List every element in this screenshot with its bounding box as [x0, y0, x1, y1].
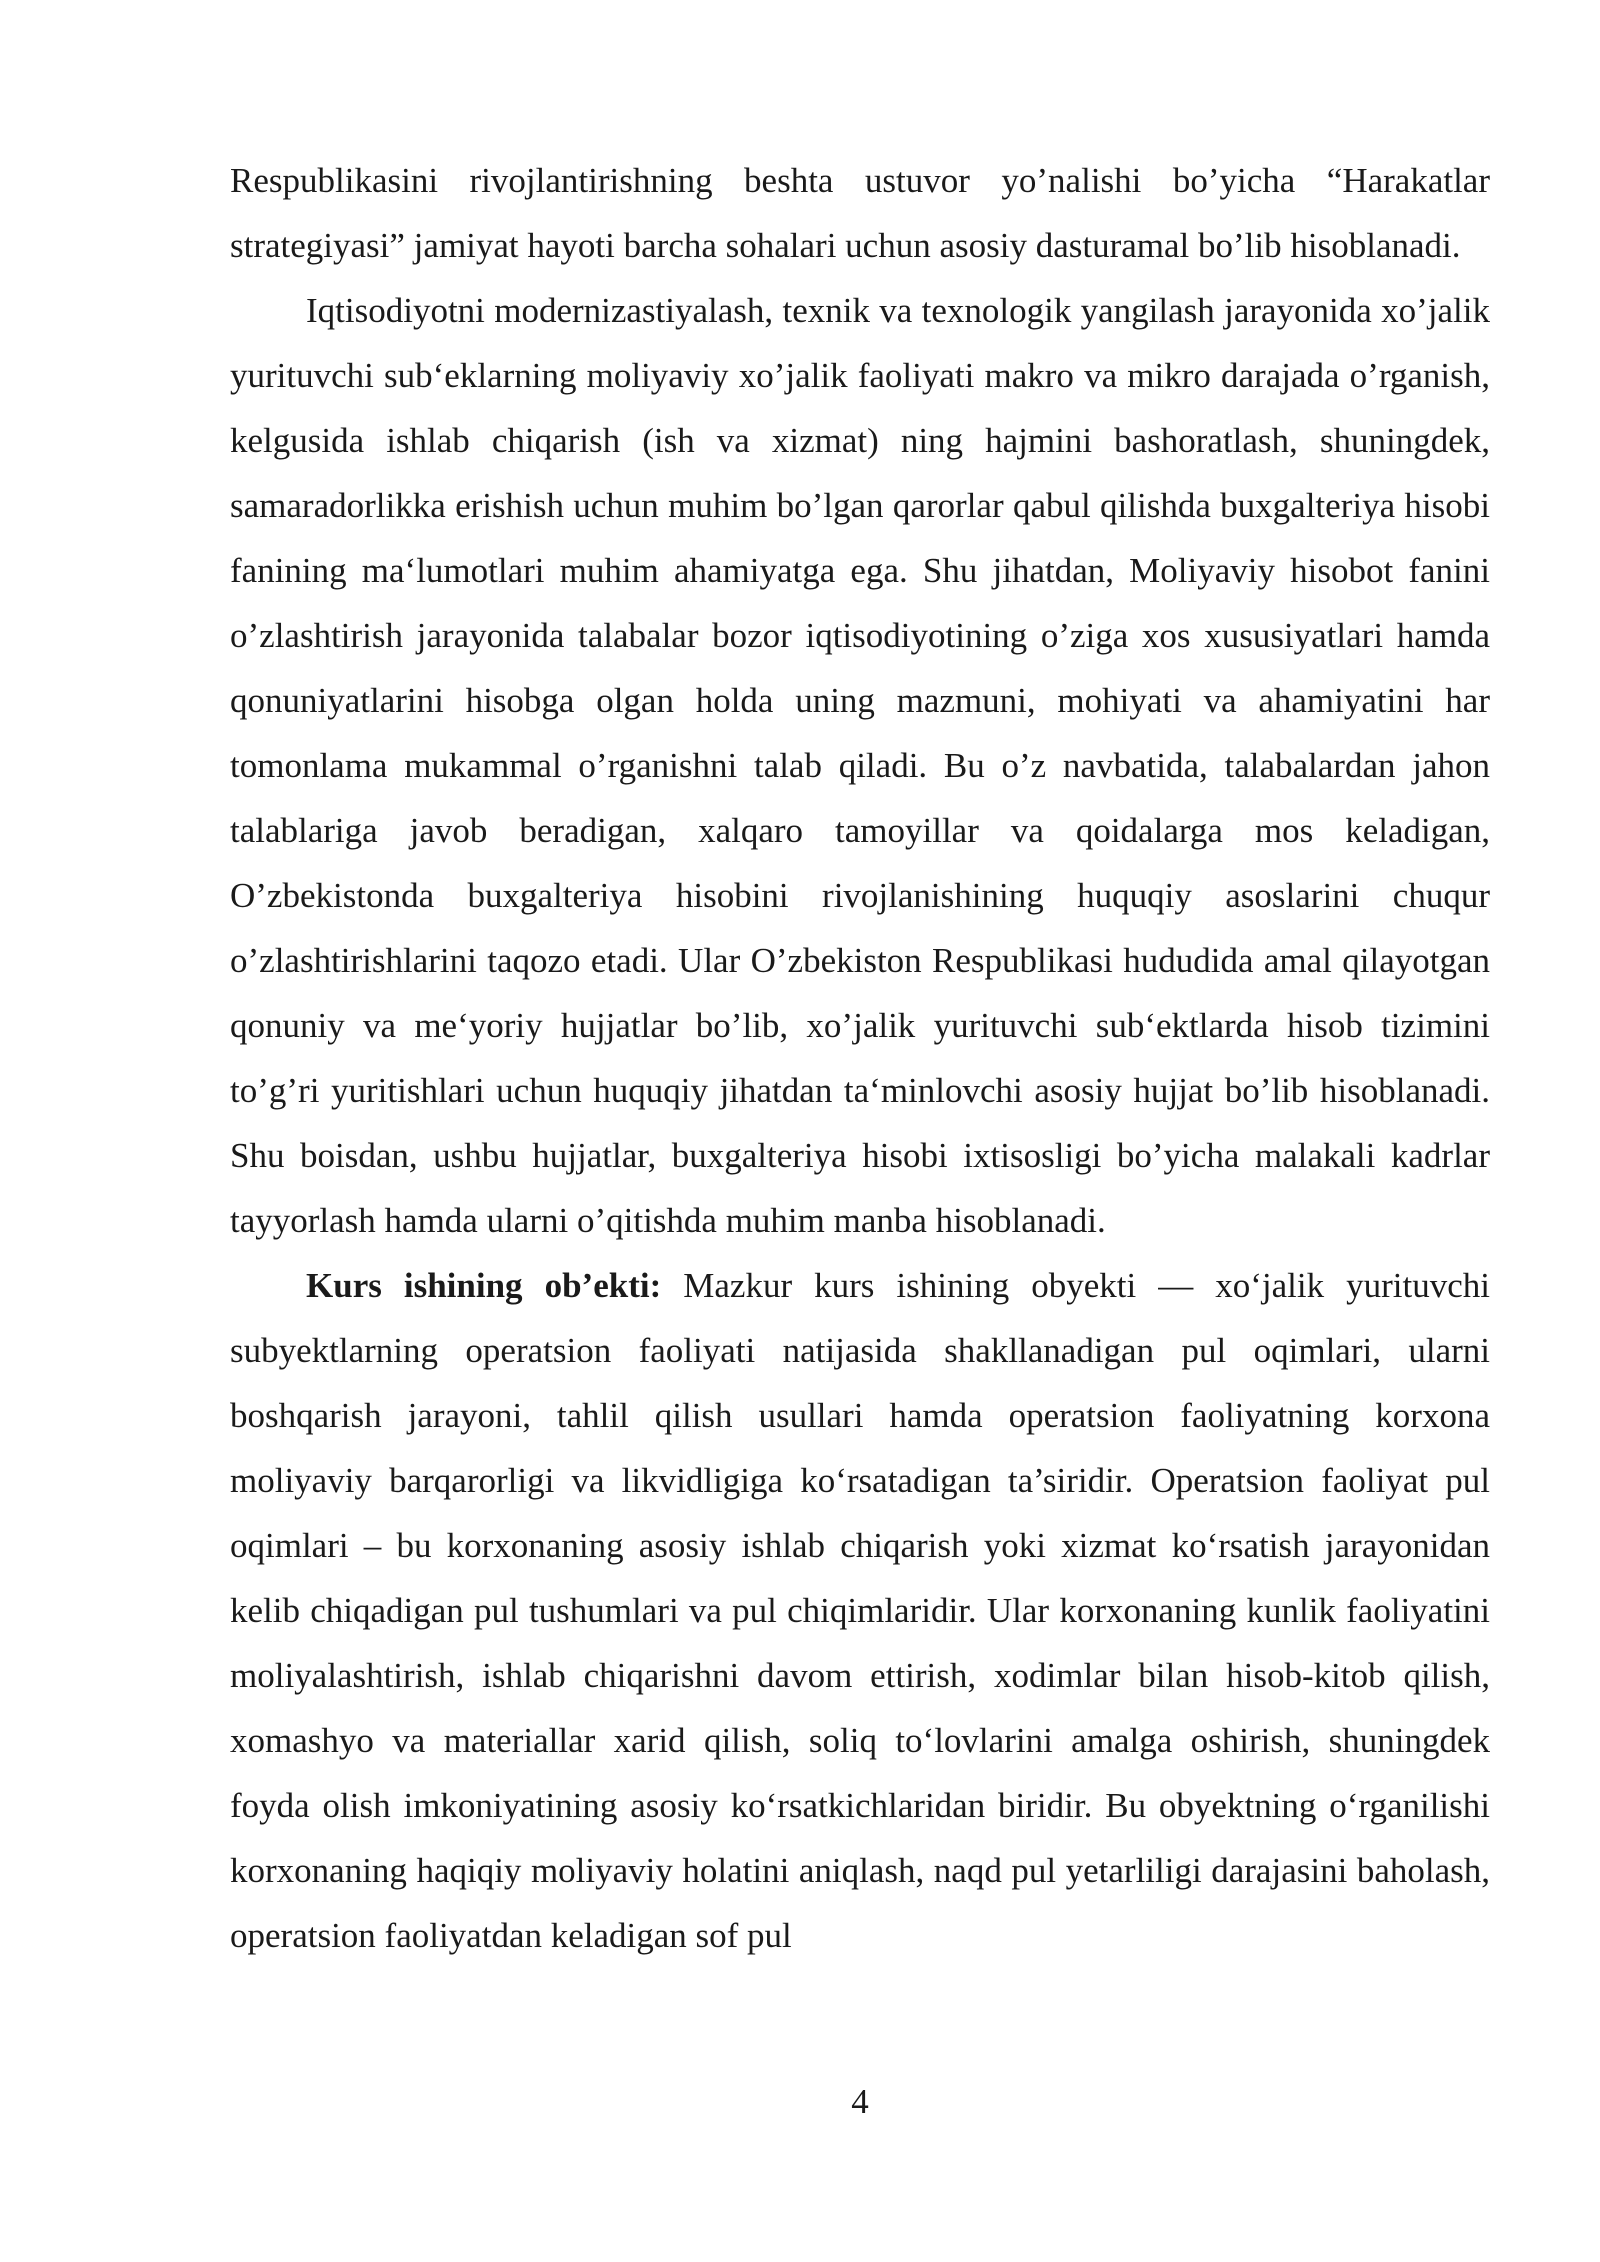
course-object-text: Mazkur kurs ishining obyekti — xo‘jalik yurituvchi subyektlarning operatsion faoliyati natijasida shakllanadigan pul oqimlari, ularni boshqarish jarayoni, tahlil qilish usullari hamda operatsion faoliyatning korxona moliyaviy barqarorligi va likvidligiga ko‘rsatadigan ta’siridir. Operatsion faoliyat pul oqimlari – bu korxonaning asosiy ishlab chiqarish yoki xizmat ko‘rsatish jarayonidan kelib chiqadigan pul tushumlari va pul chiqimlaridir. Ular korxonaning kunlik faoliyatini moliyalashtirish, ishlab chiqarishni davom ettirish, xodimlar bilan hisob-kitob qilish, xomashyo va materiallar xarid qilish, soliq to‘lovlarini amalga oshirish, shuningdek foyda olish imkoniyatining asosiy ko‘rsatkichlaridan biridir. Bu obyektning o‘rganilishi korxonaning haqiqiy moliyaviy holatini aniqlash, naqd pul yetarliligi darajasini baholash, operatsion faoliyatdan keladigan sof pul [230, 1266, 1490, 1955]
paragraph-continuation: Respublikasini rivojlantirishning beshta ustuvor yo’nalishi bo’yicha “Harakatlar strategiyasi” jamiyat hayoti barcha sohalari uchun asosiy dasturamal bo’lib hisoblanadi. [230, 161, 1490, 265]
paragraph-course-object [230, 1253, 1490, 1968]
course-object-heading: Kurs ishining ob’ekti: [306, 1266, 662, 1305]
page-number: 4 [851, 2082, 869, 2121]
paragraph-modernization: Iqtisodiyotni modernizastiyalash, texnik va texnologik yangilash jarayonida xo’jalik yurituvchi sub‘eklarning moliyaviy xo’jalik faoliyati makro va mikro darajada o’rganish, kelgusida ishlab chiqarish (ish va xizmat) ning hajmini bashoratlash, shuningdek, samaradorlikka erishish uchun muhim bo’lgan qarorlar qabul qilishda buxgalteriya hisobi fanining ma‘lumotlari muhim ahamiyatga ega. Shu jihatdan, Moliyaviy hisobot fanini o’zlashtirish jarayonida talabalar bozor iqtisodiyotining o’ziga xos xususiyatlari hamda qonuniyatlarini hisobga olgan holda uning mazmuni, mohiyati va ahamiyatini har tomonlama mukammal o’rganishni talab qiladi. Bu o’z navbatida, talabalardan jahon talablariga javob beradigan, xalqaro tamoyillar va qoidalarga mos keladigan, O’zbekistonda buxgalteriya hisobini rivojlanishining huquqiy asoslarini chuqur o’zlashtirishlarini taqozo etadi. Ular O’zbekiston Respublikasi hududida amal qilayotgan qonuniy va me‘yoriy hujjatlar bo’lib, xo’jalik yurituvchi sub‘ektlarda hisob tizimini to’g’ri yuritishlari uchun huquqiy jihatdan ta‘minlovchi asosiy hujjat bo’lib hisoblanadi. Shu boisdan, ushbu hujjatlar, buxgalteriya hisobi ixtisosligi bo’yicha malakali kadrlar tayyorlash hamda ularni o’qitishda muhim manba hisoblanadi. [230, 291, 1490, 1240]
body-text [230, 148, 1490, 1968]
